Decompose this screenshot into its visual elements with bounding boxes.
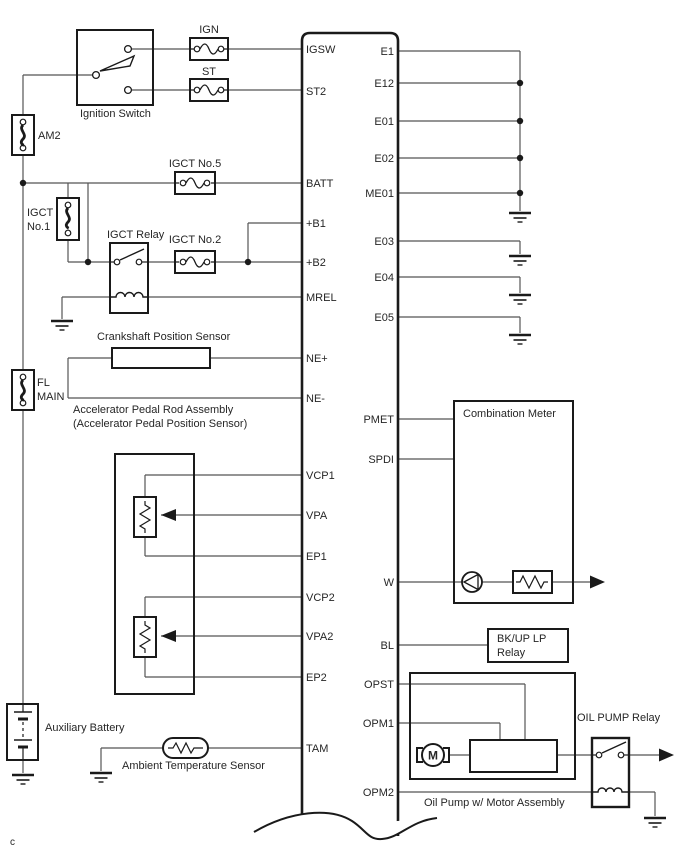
ground-icon xyxy=(509,256,531,265)
oil-pump-relay xyxy=(592,738,629,807)
diagram-break-wave xyxy=(254,813,437,839)
ambient-temperature-sensor xyxy=(163,738,208,758)
pin-label: E05 xyxy=(374,312,394,324)
pin-label: +B1 xyxy=(306,218,326,230)
pin-label: E01 xyxy=(374,116,394,128)
app-label-line1: Accelerator Pedal Rod Assembly xyxy=(73,404,234,416)
pin-label: TAM xyxy=(306,743,329,755)
pin-label: VPA2 xyxy=(306,631,334,643)
pin-label: MREL xyxy=(306,292,337,304)
igct-relay-label: IGCT Relay xyxy=(107,229,165,241)
wiper-arrow-icon xyxy=(161,630,176,642)
ground-icon xyxy=(90,773,112,782)
fuse-ign xyxy=(190,38,228,60)
pin-label: VPA xyxy=(306,510,328,522)
ambient-sensor-label: Ambient Temperature Sensor xyxy=(122,760,265,772)
fuse-igct5-label: IGCT No.5 xyxy=(168,158,222,170)
pin-label: E12 xyxy=(374,78,394,90)
pin-label: VCP2 xyxy=(306,592,335,604)
app-potentiometer-2 xyxy=(134,617,176,657)
meter-resistor xyxy=(513,571,552,593)
wires xyxy=(23,49,660,816)
pin-label: OPM1 xyxy=(362,718,394,730)
bkup-relay-label-line1: BK/UP LP xyxy=(497,633,547,645)
oil-pump-assembly-label: Oil Pump w/ Motor Assembly xyxy=(424,797,565,809)
auxiliary-battery-label: Auxiliary Battery xyxy=(45,722,125,734)
pin-label: IGSW xyxy=(306,44,336,56)
pin-label: OPST xyxy=(364,679,394,691)
fuse-igct-no2 xyxy=(175,251,215,273)
ecm-right-pin-labels xyxy=(363,46,395,799)
fusible-link-am2 xyxy=(12,115,34,155)
fuse-igct2-label: IGCT No.2 xyxy=(168,234,222,246)
ground-icon xyxy=(509,335,531,344)
ground-icon xyxy=(509,295,531,304)
oil-pump-relay-label: OIL PUMP Relay xyxy=(577,712,661,724)
pin-label: ST2 xyxy=(306,86,327,98)
fuse-igct-no5 xyxy=(175,172,215,194)
pin-label: VCP1 xyxy=(306,470,335,482)
combination-meter-label: Combination Meter xyxy=(463,408,556,420)
ground-icon xyxy=(644,818,666,827)
ignition-switch xyxy=(93,46,134,94)
fl-main-label-line1: FL xyxy=(37,377,50,389)
pin-label: +B2 xyxy=(306,257,326,269)
pin-label: E03 xyxy=(374,236,394,248)
ecm-left-pin-labels xyxy=(306,44,337,755)
ignition-switch-label: Ignition Switch xyxy=(80,108,151,120)
pin-label: OPM2 xyxy=(362,787,394,799)
oil-pump-controller-box xyxy=(470,740,557,772)
fuse-igct1-label-line2: No.1 xyxy=(27,221,51,233)
fuse-st xyxy=(190,79,228,101)
pin-label: EP2 xyxy=(306,672,327,684)
crankshaft-sensor-box xyxy=(112,348,210,368)
pin-label: NE- xyxy=(306,393,325,405)
auxiliary-battery xyxy=(7,704,38,760)
igct-relay xyxy=(110,243,148,313)
pin-label: BL xyxy=(380,640,394,652)
oil-pump-motor xyxy=(417,744,449,766)
output-arrow-icon xyxy=(590,576,605,589)
fl-main-label-line2: MAIN xyxy=(37,391,65,403)
pin-label: E1 xyxy=(380,46,394,58)
fusible-link-fl-main xyxy=(12,370,34,410)
pin-label: EP1 xyxy=(306,551,327,563)
ground-icon xyxy=(509,213,531,222)
pin-label: ME01 xyxy=(365,188,394,200)
ground-icon xyxy=(12,775,34,784)
indicator-lamp-icon xyxy=(462,572,482,592)
pin-label: W xyxy=(383,577,394,589)
crankshaft-sensor-label: Crankshaft Position Sensor xyxy=(97,331,231,343)
wiper-arrow-icon xyxy=(161,509,176,521)
motor-letter: M xyxy=(428,748,438,763)
am2-label: AM2 xyxy=(38,130,61,142)
app-potentiometer-1 xyxy=(134,497,176,537)
pin-label: BATT xyxy=(306,178,334,190)
ground-icon xyxy=(51,321,73,330)
component-labels xyxy=(10,24,661,848)
app-label-line2: (Accelerator Pedal Position Sensor) xyxy=(73,418,248,430)
pin-label: NE+ xyxy=(306,353,328,365)
pin-label: SPDI xyxy=(368,454,394,466)
output-arrow-icon xyxy=(659,749,674,762)
fuse-ign-label: IGN xyxy=(199,24,219,36)
footnote: c xyxy=(10,837,15,848)
fuse-igct1-label-line1: IGCT xyxy=(27,207,54,219)
fuse-st-label: ST xyxy=(201,66,217,78)
pin-label: E04 xyxy=(374,272,394,284)
bkup-relay-label-line2: Relay xyxy=(497,647,526,659)
pin-label: E02 xyxy=(374,153,394,165)
pin-label: PMET xyxy=(363,414,394,426)
fusible-link-igct-no1 xyxy=(57,198,79,240)
